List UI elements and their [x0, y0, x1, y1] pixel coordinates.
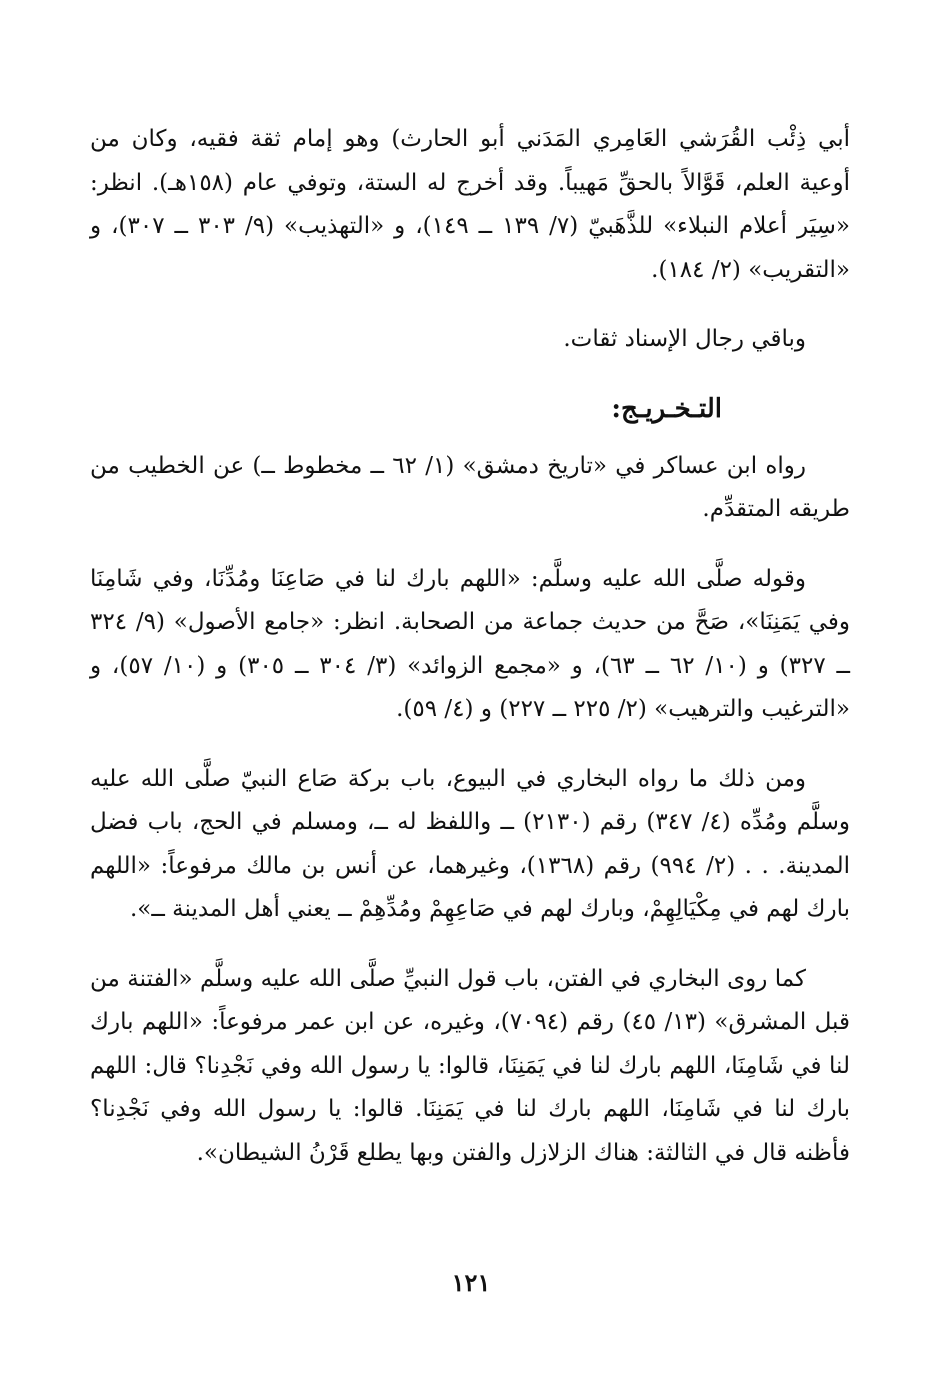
- paragraph-bukhari-fitan: كما روى البخاري في الفتن، باب قول النبيِّ صلَّى الله عليه وسلَّم «الفتنة من قبل المشرق» (١٣/ ٤٥) رقم (٧٠٩٤)، وغيره، عن ابن عمر مرفوعاً: «اللهم بارك لنا في شَامِنَا، اللهم بارك لنا في يَمَنِنَا، قالوا: يا رسول الله وفي نَجْدِنا؟ قال: اللهم بارك لنا في شَامِنَا، اللهم بارك لنا في يَمَنِنَا. قالوا: يا رسول الله وفي نَجْدِنا؟ فأظنه قال في الثالثة: هناك الزلازل والفتن وبها يطلع قَرْنُ الشيطان».: [90, 965, 851, 1166]
- narrators-note: وباقي رجال الإسناد ثقات.: [563, 326, 806, 352]
- paragraph-prophet-saying: وقوله صلَّى الله عليه وسلَّم: «اللهم بارك لنا في صَاعِنَا ومُدِّنَا، وفي شَامِنَا وفي يَمَنِنَا»، صَحَّ من حديث جماعة من الصحابة. انظر: «جامع الأصول» (٩/ ٣٢٤ ــ ٣٢٧) و (١٠/ ٦٢ ــ ٦٣)، و «مجمع الزوائد» (٣/ ٣٠٤ ــ ٣٠٥) و (١٠/ ٥٧)، و «الترغيب والترهيب» (٢/ ٢٢٥ ــ ٢٢٧) و (٤/ ٥٩).: [90, 565, 850, 722]
- footnote-continuation: أبي ذِئْب القُرَشي العَامِري المَدَني أبو الحارث) وهو إمام ثقة فقيه، وكان من أوعية العلم، قَوَّالاً بالحقِّ مَهيباً. وقد أخرج له الستة، وتوفي عام (١٥٨هـ). انظر: «سِيَر أعلام النبلاء» للذَّهَبيّ (٧/ ١٣٩ ــ ١٤٩)، و «التهذيب» (٩/ ٣٠٣ ــ ٣٠٧)، و «التقريب» (٢/ ١٨٤).: [90, 126, 850, 283]
- page-body: [90, 118, 850, 1201]
- page-number: ١٢١: [451, 1268, 491, 1297]
- paragraph-bukhari-buyu: ومن ذلك ما رواه البخاري في البيوع، باب بركة صَاع النبيّ صلَّى الله عليه وسلَّم ومُدِّه (٤/ ٣٤٧) رقم (٢١٣٠) ــ واللفظ له ــ، ومسلم في الحج، باب فضل المدينة. . . (٢/ ٩٩٤) رقم (١٣٦٨)، وغيرهما، عن أنس بن مالك مرفوعاً: «اللهم بارك لهم في مِكْيَالِهِمْ، وبارك لهم في صَاعِهِمْ ومُدِّهِمْ ــ يعني أهل المدينة ــ».: [90, 765, 851, 922]
- section-heading: التـخـريـج:: [611, 393, 722, 424]
- paragraph-ibn-asakir: رواه ابن عساكر في «تاريخ دمشق» (١/ ٦٢ ــ مخطوط ــ) عن الخطيب من طريقه المتقدِّم.: [90, 452, 850, 522]
